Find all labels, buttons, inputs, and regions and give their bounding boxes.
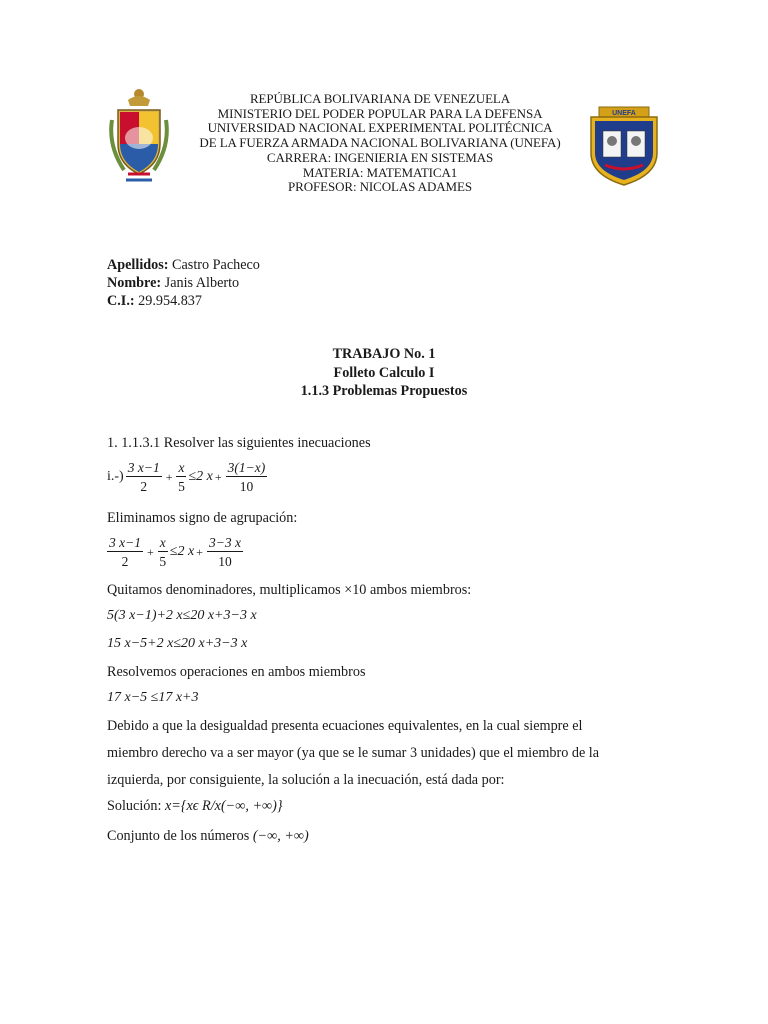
fraction-numerator: 3 x−1	[109, 535, 141, 550]
equation-2-fraction-2	[158, 535, 168, 569]
fraction-numerator: 3−3 x	[208, 535, 241, 550]
fraction-denominator: 10	[239, 479, 254, 494]
plus-sign: +	[165, 469, 173, 484]
work-title: TRABAJO No. 1	[332, 346, 436, 362]
student-ci	[107, 292, 260, 310]
header-line-professor: PROFESOR: NICOLAS ADAMES	[288, 179, 472, 195]
equation-1-fraction-1	[126, 460, 162, 494]
equation-1-fraction-2	[176, 460, 186, 494]
step-3-text: Resolvemos operaciones en ambos miembros	[107, 664, 366, 680]
student-info	[107, 256, 260, 310]
header-line-university: UNIVERSIDAD NACIONAL EXPERIMENTAL POLITÉCNICA	[207, 120, 553, 136]
solution-line	[107, 797, 283, 815]
equation-1-prefix: i.-)	[107, 469, 124, 484]
apellidos-label: Apellidos:	[107, 257, 169, 273]
equation-2	[107, 535, 245, 569]
conjunto-label: Conjunto de los números	[107, 828, 250, 844]
header-line-career: CARRERA: INGENIERIA EN SISTEMAS	[266, 149, 494, 165]
equation-1-fraction-3	[226, 460, 268, 494]
plus-sign: +	[196, 544, 203, 559]
student-apellidos	[107, 256, 260, 274]
fraction-denominator: 5	[178, 479, 185, 494]
fraction-numerator: 3 x−1	[127, 460, 160, 475]
plus-sign: +	[214, 469, 222, 484]
header-line-republic: REPÚBLICA BOLIVARIANA DE VENEZUELA	[249, 91, 511, 106]
inequality-middle: ≤2 x	[188, 469, 213, 484]
conjunto-line	[107, 827, 309, 845]
fraction-denominator: 5	[159, 554, 167, 569]
plus-sign: +	[146, 544, 154, 559]
equation-5: 17 x−5 ≤17 x+3	[107, 690, 199, 705]
unefa-logo	[585, 103, 663, 187]
equation-1	[107, 460, 269, 494]
header-line-subject: MATERIA: MATEMATICA1	[302, 164, 458, 180]
conjunto-math: (−∞, +∞)	[252, 828, 309, 844]
ci-label: C.I.:	[107, 293, 135, 309]
fraction-numerator: x	[159, 535, 166, 550]
nombre-value: Janis Alberto	[164, 275, 240, 291]
coat-of-arms-logo	[106, 86, 172, 186]
fraction-denominator: 2	[140, 479, 148, 494]
step-1-text: Eliminamos signo de agrupación:	[107, 510, 298, 526]
nombre-label: Nombre:	[107, 275, 162, 291]
work-subtitle: Folleto Calculo I	[333, 364, 435, 381]
work-title-block	[107, 345, 661, 401]
ci-value: 29.954.837	[138, 293, 202, 309]
equation-2-fraction-1	[107, 535, 143, 569]
solution-label: Solución:	[107, 798, 162, 814]
explanation-paragraph: Debido a que la desigualdad presenta ecuaciones equivalentes, en la cual siempre el miembro derecho va a ser mayor (ya que se le sumar 3 unidades) que el miembro de la izquierda, por consiguiente, la solución a la inecuación, está dada por:	[107, 718, 600, 788]
fraction-numerator: 3(1−x)	[227, 460, 266, 475]
equation-4: 15 x−5+2 x≤20 x+3−3 x	[107, 636, 248, 651]
item-1-heading: 1. 1.1.3.1 Resolver las siguientes inecuaciones	[107, 435, 371, 451]
institution-header	[195, 92, 565, 195]
equation-3: 5(3 x−1)+2 x≤20 x+3−3 x	[107, 608, 257, 623]
unefa-logo-text: UNEFA	[612, 110, 636, 117]
fraction-denominator: 10	[218, 554, 232, 569]
header-line-ministry: MINISTERIO DEL PODER POPULAR PARA LA DEFENSA	[217, 105, 543, 121]
solution-math: x={xϵ R/x(−∞, +∞)}	[164, 798, 283, 814]
equation-2-fraction-3	[207, 535, 243, 569]
fraction-denominator: 2	[121, 554, 129, 569]
student-nombre	[107, 274, 260, 292]
work-section: 1.1.3 Problemas Propuestos	[300, 383, 468, 399]
step-2-text: Quitamos denominadores, multiplicamos ×10 ambos miembros:	[107, 582, 472, 598]
inequality-middle: ≤2 x	[169, 544, 195, 559]
apellidos-value: Castro Pacheco	[172, 257, 260, 273]
header-line-unefa: DE LA FUERZA ARMADA NACIONAL BOLIVARIANA (UNEFA)	[199, 135, 561, 151]
fraction-numerator: x	[178, 460, 185, 475]
